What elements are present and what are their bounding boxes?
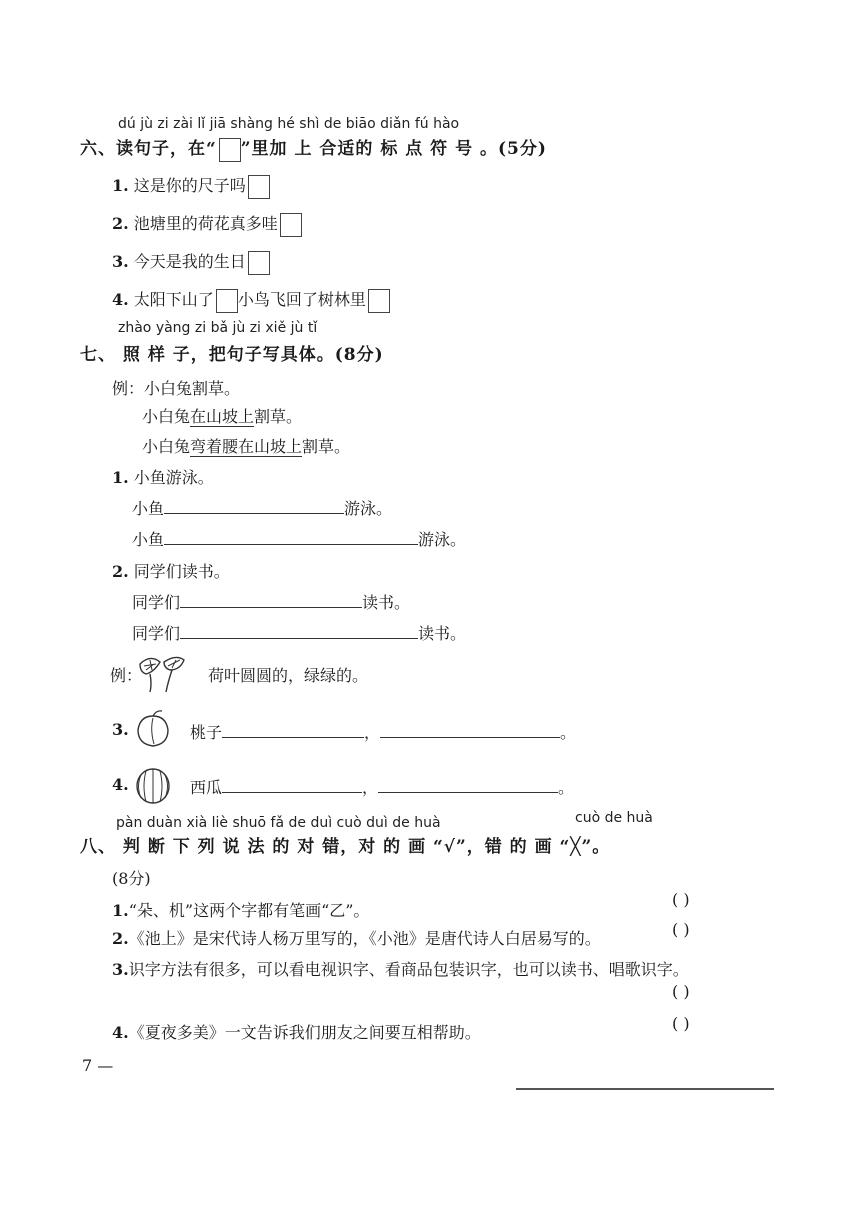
item-text: 这是你的尺子吗	[133, 176, 246, 195]
blank-line[interactable]	[180, 624, 418, 639]
answer-paren[interactable]: ( )	[672, 890, 690, 909]
sec7-q1-line-1	[132, 496, 392, 519]
text: ，	[364, 723, 381, 742]
answer-box[interactable]	[216, 289, 238, 313]
blank-line[interactable]	[180, 593, 362, 608]
item-number: 1.	[112, 468, 129, 487]
sec8-item-3	[112, 957, 689, 980]
sec8-pinyin-b: cuò de huà	[575, 810, 653, 826]
bottom-divider	[516, 1088, 774, 1090]
sec8-title: 八、 判 断 下 列 说 法 的 对 错，对 的 画 “√”，错 的 画 “╳”。	[80, 837, 611, 857]
text: 读书。	[362, 593, 411, 612]
answer-paren[interactable]: ( )	[672, 920, 690, 939]
item-text: 《池上》是宋代诗人杨万里写的，《小池》是唐代诗人白居易写的。	[128, 929, 601, 948]
sec8-pinyin-a: pàn duàn xià liè shuō fǎ de duì cuò duì de huà	[116, 815, 441, 831]
answer-box-sample	[219, 138, 241, 162]
item-number: 1.	[112, 901, 129, 920]
item-number: 4.	[112, 1023, 129, 1042]
sec7-q2	[112, 559, 230, 582]
sec6-title	[80, 134, 547, 162]
sec8-item-4	[112, 1020, 481, 1043]
item-number: 4.	[112, 290, 129, 309]
sec8-score: (8分)	[112, 869, 151, 888]
sec7-example-b-label: 例：	[110, 666, 143, 685]
item-number: 1.	[112, 176, 129, 195]
sec7-q3-line	[190, 720, 576, 743]
text: 游泳。	[344, 499, 393, 518]
text: 读书。	[418, 624, 467, 643]
text: 小白兔	[142, 407, 191, 426]
answer-box[interactable]	[248, 251, 270, 275]
answer-box[interactable]	[248, 175, 270, 199]
item-number: 3.	[112, 960, 129, 979]
underlined-text: 在山坡上	[238, 437, 303, 456]
watermelon-icon	[132, 764, 174, 806]
sec7-q1-line-2	[132, 527, 466, 550]
text: ，	[362, 778, 379, 797]
sec6-item-1	[112, 173, 270, 199]
blank-line[interactable]	[164, 499, 344, 514]
blank-line[interactable]	[222, 778, 362, 793]
page-number: 7 —	[82, 1056, 114, 1075]
underlined-text: 弯着腰	[190, 437, 239, 456]
sec7-example-line-2	[142, 434, 350, 457]
sec7-q4-number: 4.	[112, 775, 129, 794]
text: 桃子	[190, 723, 223, 742]
sec7-q4-line	[190, 775, 574, 798]
text: 小鱼	[132, 530, 165, 549]
sec6-item-2	[112, 211, 302, 237]
blank-line[interactable]	[378, 778, 558, 793]
lotus-leaf-icon	[136, 652, 188, 694]
blank-line[interactable]	[164, 530, 418, 545]
sec7-example-b-text: 荷叶圆圆的，绿绿的。	[208, 666, 369, 685]
peach-icon	[132, 708, 174, 750]
sec7-example-line-1	[142, 404, 302, 427]
item-number: 2.	[112, 562, 129, 581]
sec6-title-b: ”里加 上 合适的 标 点 符 号 。(5分)	[240, 139, 547, 159]
sec7-q3-number: 3.	[112, 720, 129, 739]
sec7-title: 七、 照 样 子，把句子写具体。(8分)	[80, 345, 384, 365]
item-number: 2.	[112, 214, 129, 233]
item-text: 小鱼游泳。	[133, 468, 214, 487]
text: 小白兔	[142, 437, 191, 456]
answer-paren[interactable]: ( )	[672, 1014, 690, 1033]
sec8-item-1	[112, 898, 369, 921]
text: 同学们	[132, 593, 181, 612]
answer-paren[interactable]: ( )	[672, 982, 690, 1001]
sec6-pinyin: dú jù zi zài lǐ jiā shàng hé shì de biāo diǎn fú hào	[118, 116, 460, 132]
answer-box[interactable]	[368, 289, 390, 313]
item-text: 今天是我的生日	[133, 252, 246, 271]
sec6-title-a: 六、读句子，在“	[80, 139, 217, 159]
item-text: 小鸟飞回了树林里	[237, 290, 366, 309]
item-number: 2.	[112, 929, 129, 948]
text: 割草。	[254, 407, 303, 426]
text: 西瓜	[190, 778, 223, 797]
sec8-item-2	[112, 926, 601, 949]
item-text: “朵、机”这两个字都有笔画“乙”。	[128, 901, 370, 920]
text: 。	[558, 778, 575, 797]
item-text: 太阳下山了	[133, 290, 214, 309]
text: 小鱼	[132, 499, 165, 518]
item-text: 识字方法有很多，可以看电视识字、看商品包装识字，也可以读书、唱歌识字。	[128, 960, 689, 979]
item-text: 池塘里的荷花真多哇	[133, 214, 278, 233]
text: 。	[560, 723, 577, 742]
text: 游泳。	[418, 530, 467, 549]
item-number: 3.	[112, 252, 129, 271]
sec6-item-3	[112, 249, 270, 275]
sec7-example-label: 例：小白兔割草。	[112, 379, 241, 398]
text: 割草。	[302, 437, 351, 456]
sec7-q2-line-2	[132, 621, 466, 644]
sec6-item-4	[112, 287, 390, 313]
blank-line[interactable]	[380, 723, 560, 738]
sec7-q1	[112, 465, 214, 488]
sec7-pinyin: zhào yàng zi bǎ jù zi xiě jù tǐ	[118, 320, 318, 336]
item-text: 《夏夜多美》一文告诉我们朋友之间要互相帮助。	[128, 1023, 481, 1042]
sec7-q2-line-1	[132, 590, 410, 613]
blank-line[interactable]	[222, 723, 364, 738]
underlined-text: 在山坡上	[190, 407, 255, 426]
item-text: 同学们读书。	[133, 562, 230, 581]
answer-box[interactable]	[280, 213, 302, 237]
text: 同学们	[132, 624, 181, 643]
